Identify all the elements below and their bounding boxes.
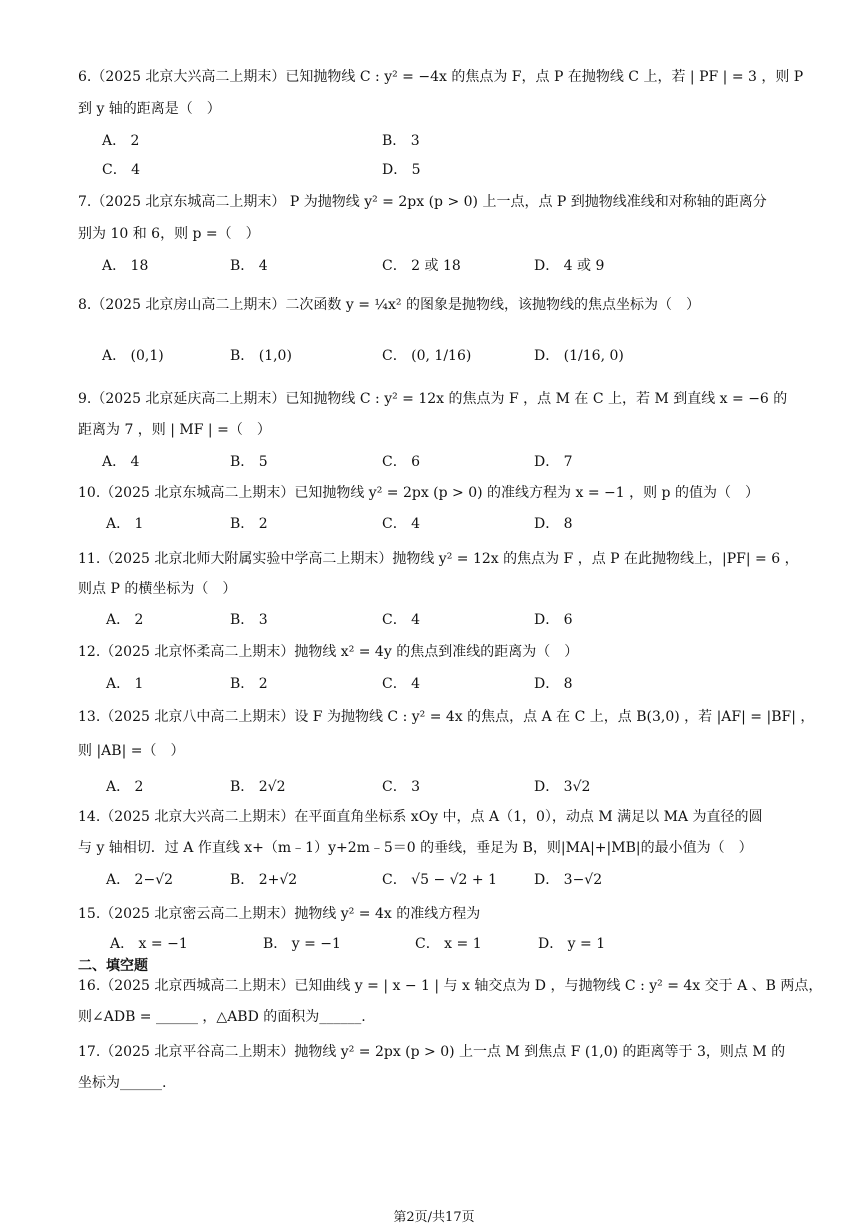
question-9-option-a: A． 4 — [102, 454, 140, 470]
question-15-option-c: C． x = 1 — [415, 936, 482, 952]
section-title: 二、填空题 — [78, 958, 148, 974]
question-6-option-c: C． 4 — [102, 162, 141, 178]
question-10-option-c: C． 4 — [382, 516, 421, 532]
question-12-option-c: C． 4 — [382, 676, 421, 692]
question-10-line-1: 10.（2025 北京东城高二上期末）已知抛物线 y² = 2px (p > 0) 的准线方程为 x = −1 ，则 p 的值为（ ） — [78, 485, 759, 501]
question-7-option-c: C． 2 或 18 — [382, 258, 461, 274]
question-7-option-b: B． 4 — [230, 258, 268, 274]
question-7-option-a: A． 18 — [102, 258, 149, 274]
question-15-line-1: 15.（2025 北京密云高二上期末）抛物线 y² = 4x 的准线方程为 — [78, 906, 481, 922]
page-number-footer: 第2页/共17页 — [393, 1210, 475, 1225]
question-11-line-1: 11.（2025 北京北师大附属实验中学高二上期末）抛物线 y² = 12x 的焦点为 F ，点 P 在此抛物线上，|PF| = 6 ， — [78, 551, 799, 567]
question-9-option-d: D． 7 — [534, 454, 573, 470]
question-13-option-d: D． 3√2 — [534, 779, 591, 795]
question-14-option-d: D． 3−√2 — [534, 872, 603, 888]
question-13-option-a: A． 2 — [106, 779, 144, 795]
question-9-line-2: 距离为 7 ，则 | MF | =（ ） — [78, 422, 271, 438]
question-10-option-a: A． 1 — [106, 516, 144, 532]
question-11-option-a: A． 2 — [106, 612, 144, 628]
question-7-line-2: 别为 10 和 6，则 p =（ ） — [78, 226, 260, 242]
question-15-option-d: D． y = 1 — [538, 936, 606, 952]
question-6-line-2: 到 y 轴的距离是（ ） — [78, 101, 221, 117]
question-12-option-b: B． 2 — [230, 676, 268, 692]
question-6-line-1: 6.（2025 北京大兴高二上期末）已知抛物线 C : y² = −4x 的焦点为 F，点 P 在抛物线 C 上，若 | PF | = 3 ，则 P — [78, 69, 804, 85]
question-7-line-1: 7.（2025 北京东城高二上期末） P 为抛物线 y² = 2px (p > 0) 上一点，点 P 到抛物线准线和对称轴的距离分 — [78, 194, 767, 210]
question-12-option-a: A． 1 — [106, 676, 144, 692]
question-13-option-b: B． 2√2 — [230, 779, 286, 795]
question-14-option-c: C． √5 − √2 + 1 — [382, 872, 497, 888]
question-10-option-b: B． 2 — [230, 516, 268, 532]
question-13-line-2: 则 |AB| =（ ） — [78, 743, 185, 759]
question-6-option-d: D． 5 — [382, 162, 421, 178]
question-15-option-a: A． x = −1 — [110, 936, 188, 952]
question-17-line-2: 坐标为______. — [78, 1075, 167, 1091]
question-11-option-c: C． 4 — [382, 612, 421, 628]
question-7-option-d: D． 4 或 9 — [534, 258, 605, 274]
question-9-line-1: 9.（2025 北京延庆高二上期末）已知抛物线 C : y² = 12x 的焦点为 F ，点 M 在 C 上，若 M 到直线 x = −6 的 — [78, 391, 788, 407]
question-16-line-2: 则∠ADB = ______ ，△ABD 的面积为______. — [78, 1009, 366, 1025]
question-16-line-1: 16.（2025 北京西城高二上期末）已知曲线 y = | x − 1 | 与 x 轴交点为 D ，与抛物线 C : y² = 4x 交于 A 、B 两点， — [78, 978, 823, 994]
question-12-line-1: 12.（2025 北京怀柔高二上期末）抛物线 x² = 4y 的焦点到准线的距离为（ ） — [78, 644, 579, 660]
question-13-option-c: C． 3 — [382, 779, 421, 795]
question-9-option-b: B． 5 — [230, 454, 268, 470]
question-8-option-c: C． (0, 1/16) — [382, 348, 472, 364]
question-12-option-d: D． 8 — [534, 676, 573, 692]
question-14-option-a: A． 2−√2 — [106, 872, 174, 888]
question-15-option-b: B． y = −1 — [263, 936, 341, 952]
question-6-option-b: B． 3 — [382, 133, 420, 149]
question-8-option-d: D． (1/16, 0) — [534, 348, 624, 364]
question-11-option-d: D． 6 — [534, 612, 573, 628]
question-9-option-c: C． 6 — [382, 454, 421, 470]
question-14-option-b: B． 2+√2 — [230, 872, 298, 888]
question-8-line-1: 8.（2025 北京房山高二上期末）二次函数 y = ¼x² 的图象是抛物线，该抛物线的焦点坐标为（ ） — [78, 297, 700, 313]
question-13-line-1: 13.（2025 北京八中高二上期末）设 F 为抛物线 C : y² = 4x 的焦点，点 A 在 C 上，点 B(3,0) ，若 |AF| = |BF| ， — [78, 709, 815, 725]
question-17-line-1: 17.（2025 北京平谷高二上期末）抛物线 y² = 2px (p > 0) 上一点 M 到焦点 F (1,0) 的距离等于 3，则点 M 的 — [78, 1044, 786, 1060]
question-14-line-2: 与 y 轴相切．过 A 作直线 x+（m﹣1）y+2m﹣5＝0 的垂线，垂足为 B，则|MA|+|MB|的最小值为（ ） — [78, 840, 753, 856]
question-6-option-a: A． 2 — [102, 133, 140, 149]
question-11-line-2: 则点 P 的横坐标为（ ） — [78, 581, 237, 597]
question-8-option-a: A． (0,1) — [102, 348, 164, 364]
question-10-option-d: D． 8 — [534, 516, 573, 532]
question-8-option-b: B． (1,0) — [230, 348, 292, 364]
question-11-option-b: B． 3 — [230, 612, 268, 628]
question-14-line-1: 14.（2025 北京大兴高二上期末）在平面直角坐标系 xOy 中，点 A（1，0），动点 M 满足以 MA 为直径的圆 — [78, 809, 763, 825]
